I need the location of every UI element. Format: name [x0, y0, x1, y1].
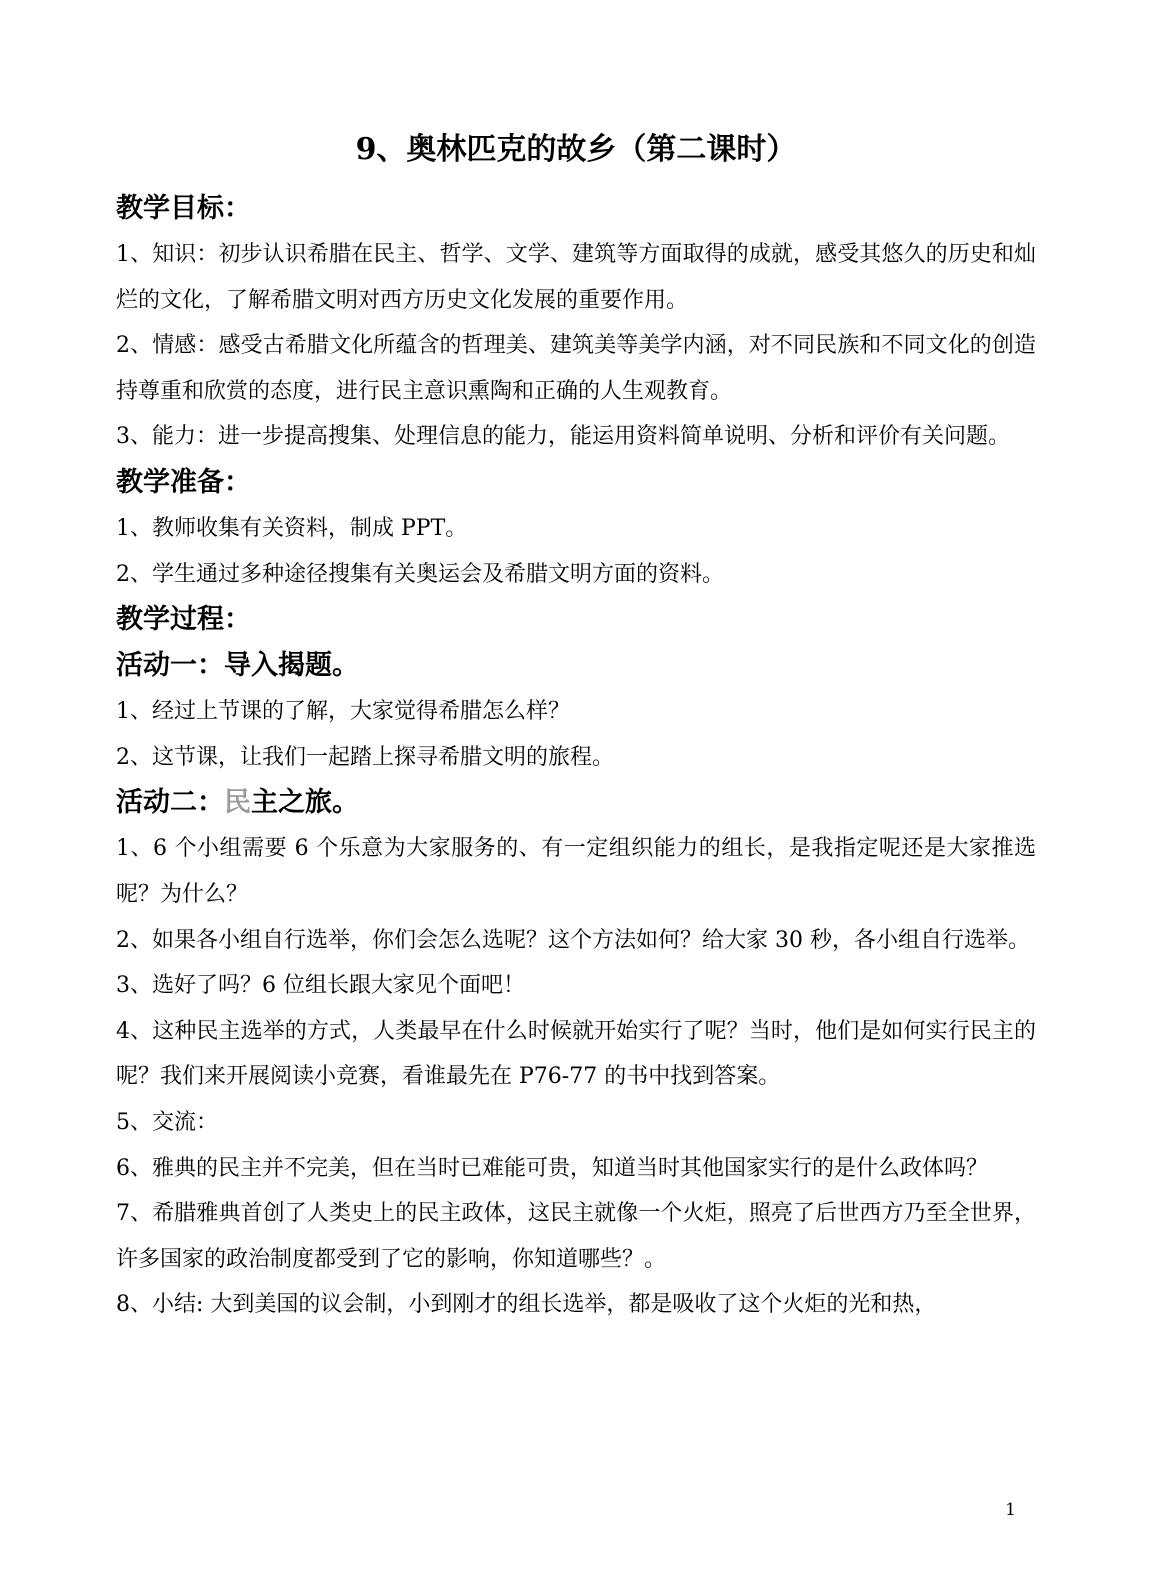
prep-item: 2、学生通过多种途径搜集有关奥运会及希腊文明方面的资料。 [116, 561, 724, 587]
activity-2-heading-suffix: 主之旅。 [251, 787, 359, 819]
activity-2-heading-gray-char: 民 [224, 787, 251, 819]
activity-2-item: 8、小结: 大到美国的议会制，小到刚才的组长选举，都是吸收了这个火炬的光和热， [116, 1292, 937, 1318]
activity-heading-2 [116, 780, 1036, 826]
activity-2-item: 4、这种民主选举的方式，人类最早在什么时候就开始实行了呢？当时，他们是如何实行民主的呢？我们来开展阅读小竞赛，看谁最先在 P76-77 的书中找到答案。 [116, 1018, 1036, 1090]
page-number: 1 [1005, 1500, 1016, 1520]
goal-item: 1、知识：初步认识希腊在民主、哲学、文学、建筑等方面取得的成就，感受其悠久的历史和灿烂的文化，了解希腊文明对西方历史文化发展的重要作用。 [116, 242, 1036, 313]
activity-1-item: 2、这节课，让我们一起踏上探寻希腊文明的旅程。 [116, 744, 614, 770]
document-body [116, 186, 1036, 1328]
activity-2-item: 1、6 个小组需要 6 个乐意为大家服务的、有一定组织能力的组长，是我指定呢还是大家推选呢？为什么？ [116, 836, 1036, 907]
section-heading-prep: 教学准备： [116, 466, 251, 498]
section-heading-process: 教学过程： [116, 604, 251, 636]
activity-2-item: 2、如果各小组自行选举，你们会怎么选呢？这个方法如何？给大家 30 秒，各小组自行选举。 [116, 927, 1030, 953]
goal-item: 2、情感：感受古希腊文化所蕴含的哲理美、建筑美等美学内涵，对不同民族和不同文化的创造持尊重和欣赏的态度，进行民主意识熏陶和正确的人生观教育。 [116, 333, 1036, 404]
activity-2-item: 3、选好了吗？6 位组长跟大家见个面吧！ [116, 973, 525, 999]
activity-1-item: 1、经过上节课的了解，大家觉得希腊怎么样？ [116, 699, 570, 725]
activity-2-item: 5、交流： [116, 1109, 218, 1135]
page-title: 9、奥林匹克的故乡（第二课时） [355, 132, 797, 167]
activity-2-heading-prefix: 活动二： [116, 787, 224, 819]
activity-heading-1: 活动一：导入揭题。 [116, 650, 359, 682]
goal-item: 3、能力：进一步提高搜集、处理信息的能力，能运用资料简单说明、分析和评价有关问题。 [116, 424, 1011, 450]
activity-2-item: 6、雅典的民主并不完美，但在当时已难能可贵，知道当时其他国家实行的是什么政体吗？ [116, 1155, 989, 1181]
prep-item: 1、教师收集有关资料，制成 PPT。 [116, 515, 468, 541]
section-heading-goals: 教学目标： [116, 193, 251, 224]
activity-2-item: 7、希腊雅典首创了人类史上的民主政体，这民主就像一个火炬，照亮了后世西方乃至全世界，许多国家的政治制度都受到了它的影响，你知道哪些？。 [116, 1201, 1036, 1272]
